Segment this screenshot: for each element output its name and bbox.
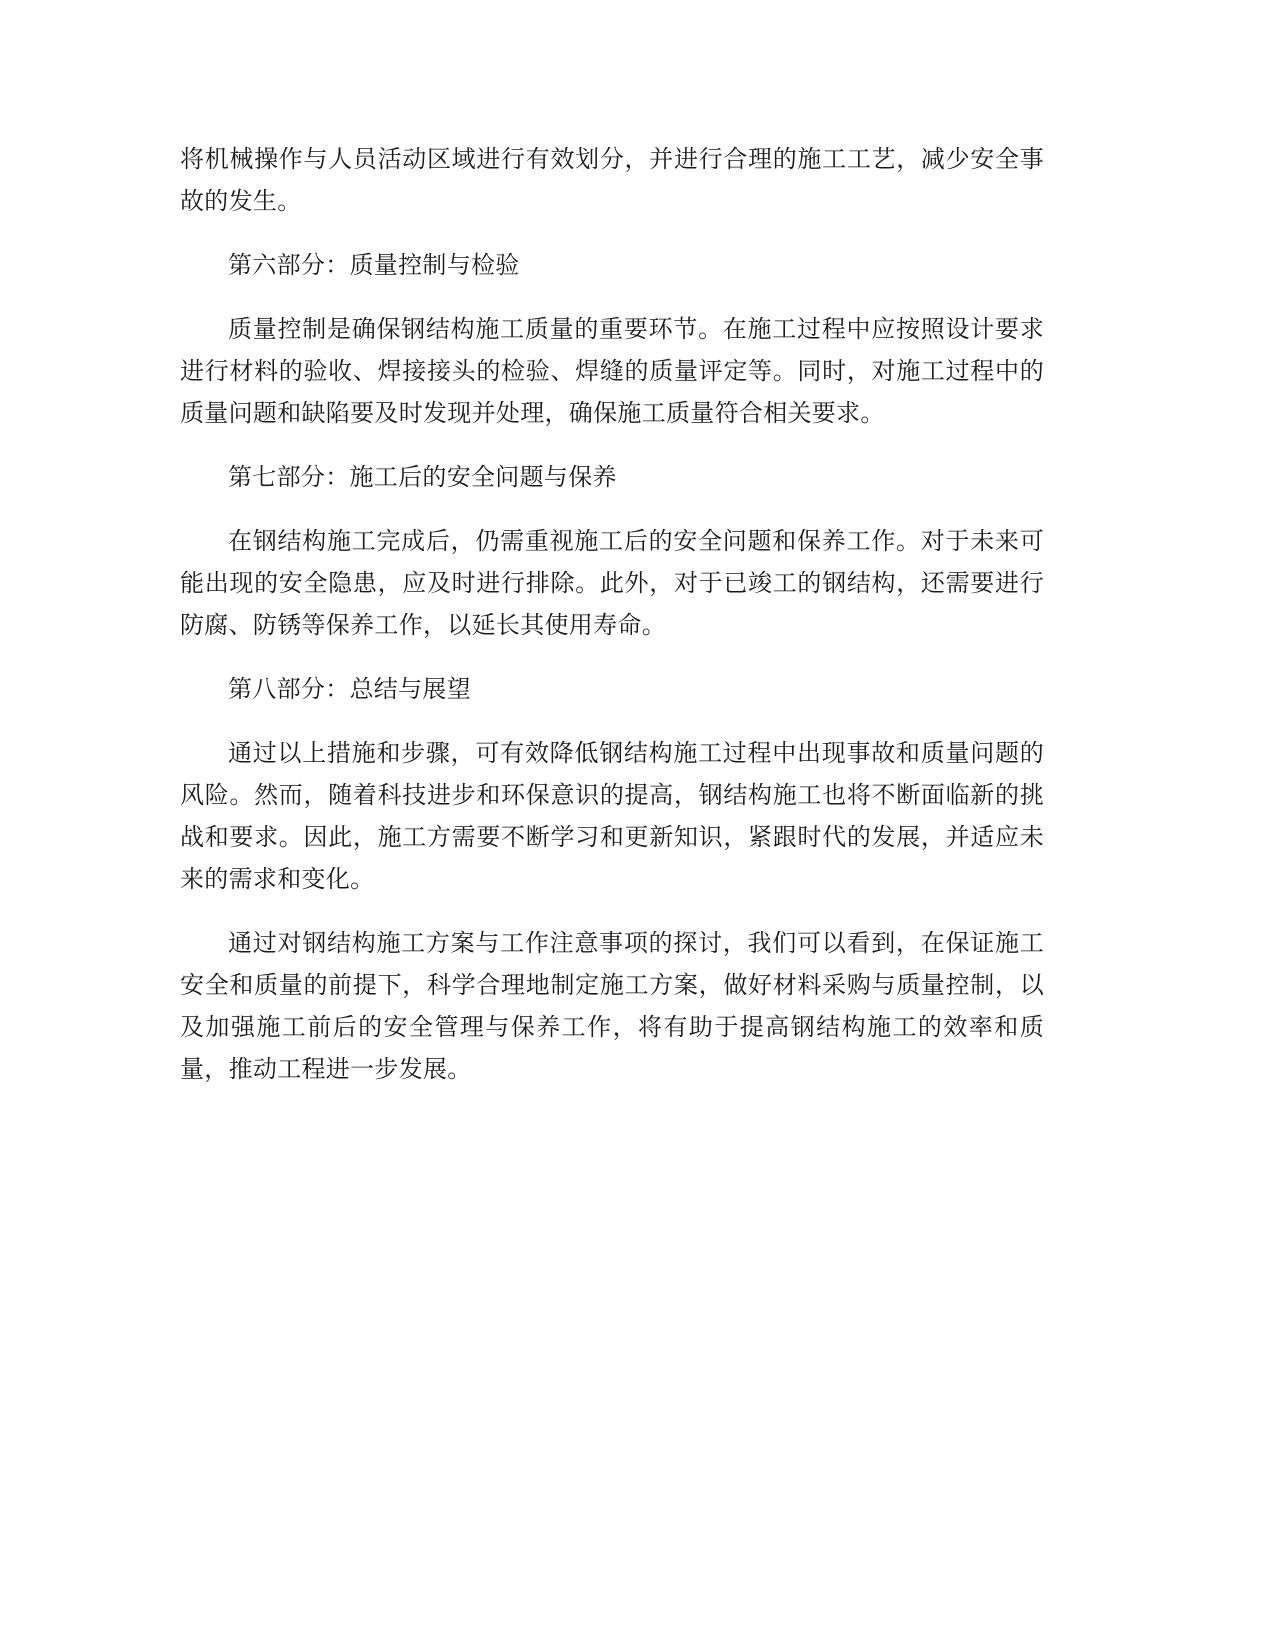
paragraph-post-construction-safety: 在钢结构施工完成后，仍需重视施工后的安全问题和保养工作。对于未来可能出现的安全隐患，应及时进行排除。此外，对于已竣工的钢结构，还需要进行防腐、防锈等保养工作，以延长其使用寿命。 xyxy=(180,527,1044,639)
section-heading-part-six: 第六部分：质量控制与检验 xyxy=(228,251,520,279)
paragraph-conclusion: 通过对钢结构施工方案与工作注意事项的探讨，我们可以看到，在保证施工安全和质量的前提下，科学合理地制定施工方案，做好材料采购与质量控制，以及加强施工前后的安全管理与保养工作，将有助于提高钢结构施工的效率和质量，推动工程进一步发展。 xyxy=(180,929,1044,1083)
section-heading-part-seven: 第七部分：施工后的安全问题与保养 xyxy=(228,463,617,491)
document-body xyxy=(180,138,1044,1112)
paragraph-quality-control: 质量控制是确保钢结构施工质量的重要环节。在施工过程中应按照设计要求进行材料的验收、焊接接头的检验、焊缝的质量评定等。同时，对施工过程中的质量问题和缺陷要及时发现并处理，确保施工质量符合相关要求。 xyxy=(180,315,1044,427)
section-heading-part-eight: 第八部分：总结与展望 xyxy=(228,675,471,703)
continuation-paragraph: 将机械操作与人员活动区域进行有效划分，并进行合理的施工工艺，减少安全事故的发生。 xyxy=(180,145,1044,215)
paragraph-summary-outlook: 通过以上措施和步骤，可有效降低钢结构施工过程中出现事故和质量问题的风险。然而，随着科技进步和环保意识的提高，钢结构施工也将不断面临新的挑战和要求。因此，施工方需要不断学习和更新知识，紧跟时代的发展，并适应未来的需求和变化。 xyxy=(180,739,1044,893)
